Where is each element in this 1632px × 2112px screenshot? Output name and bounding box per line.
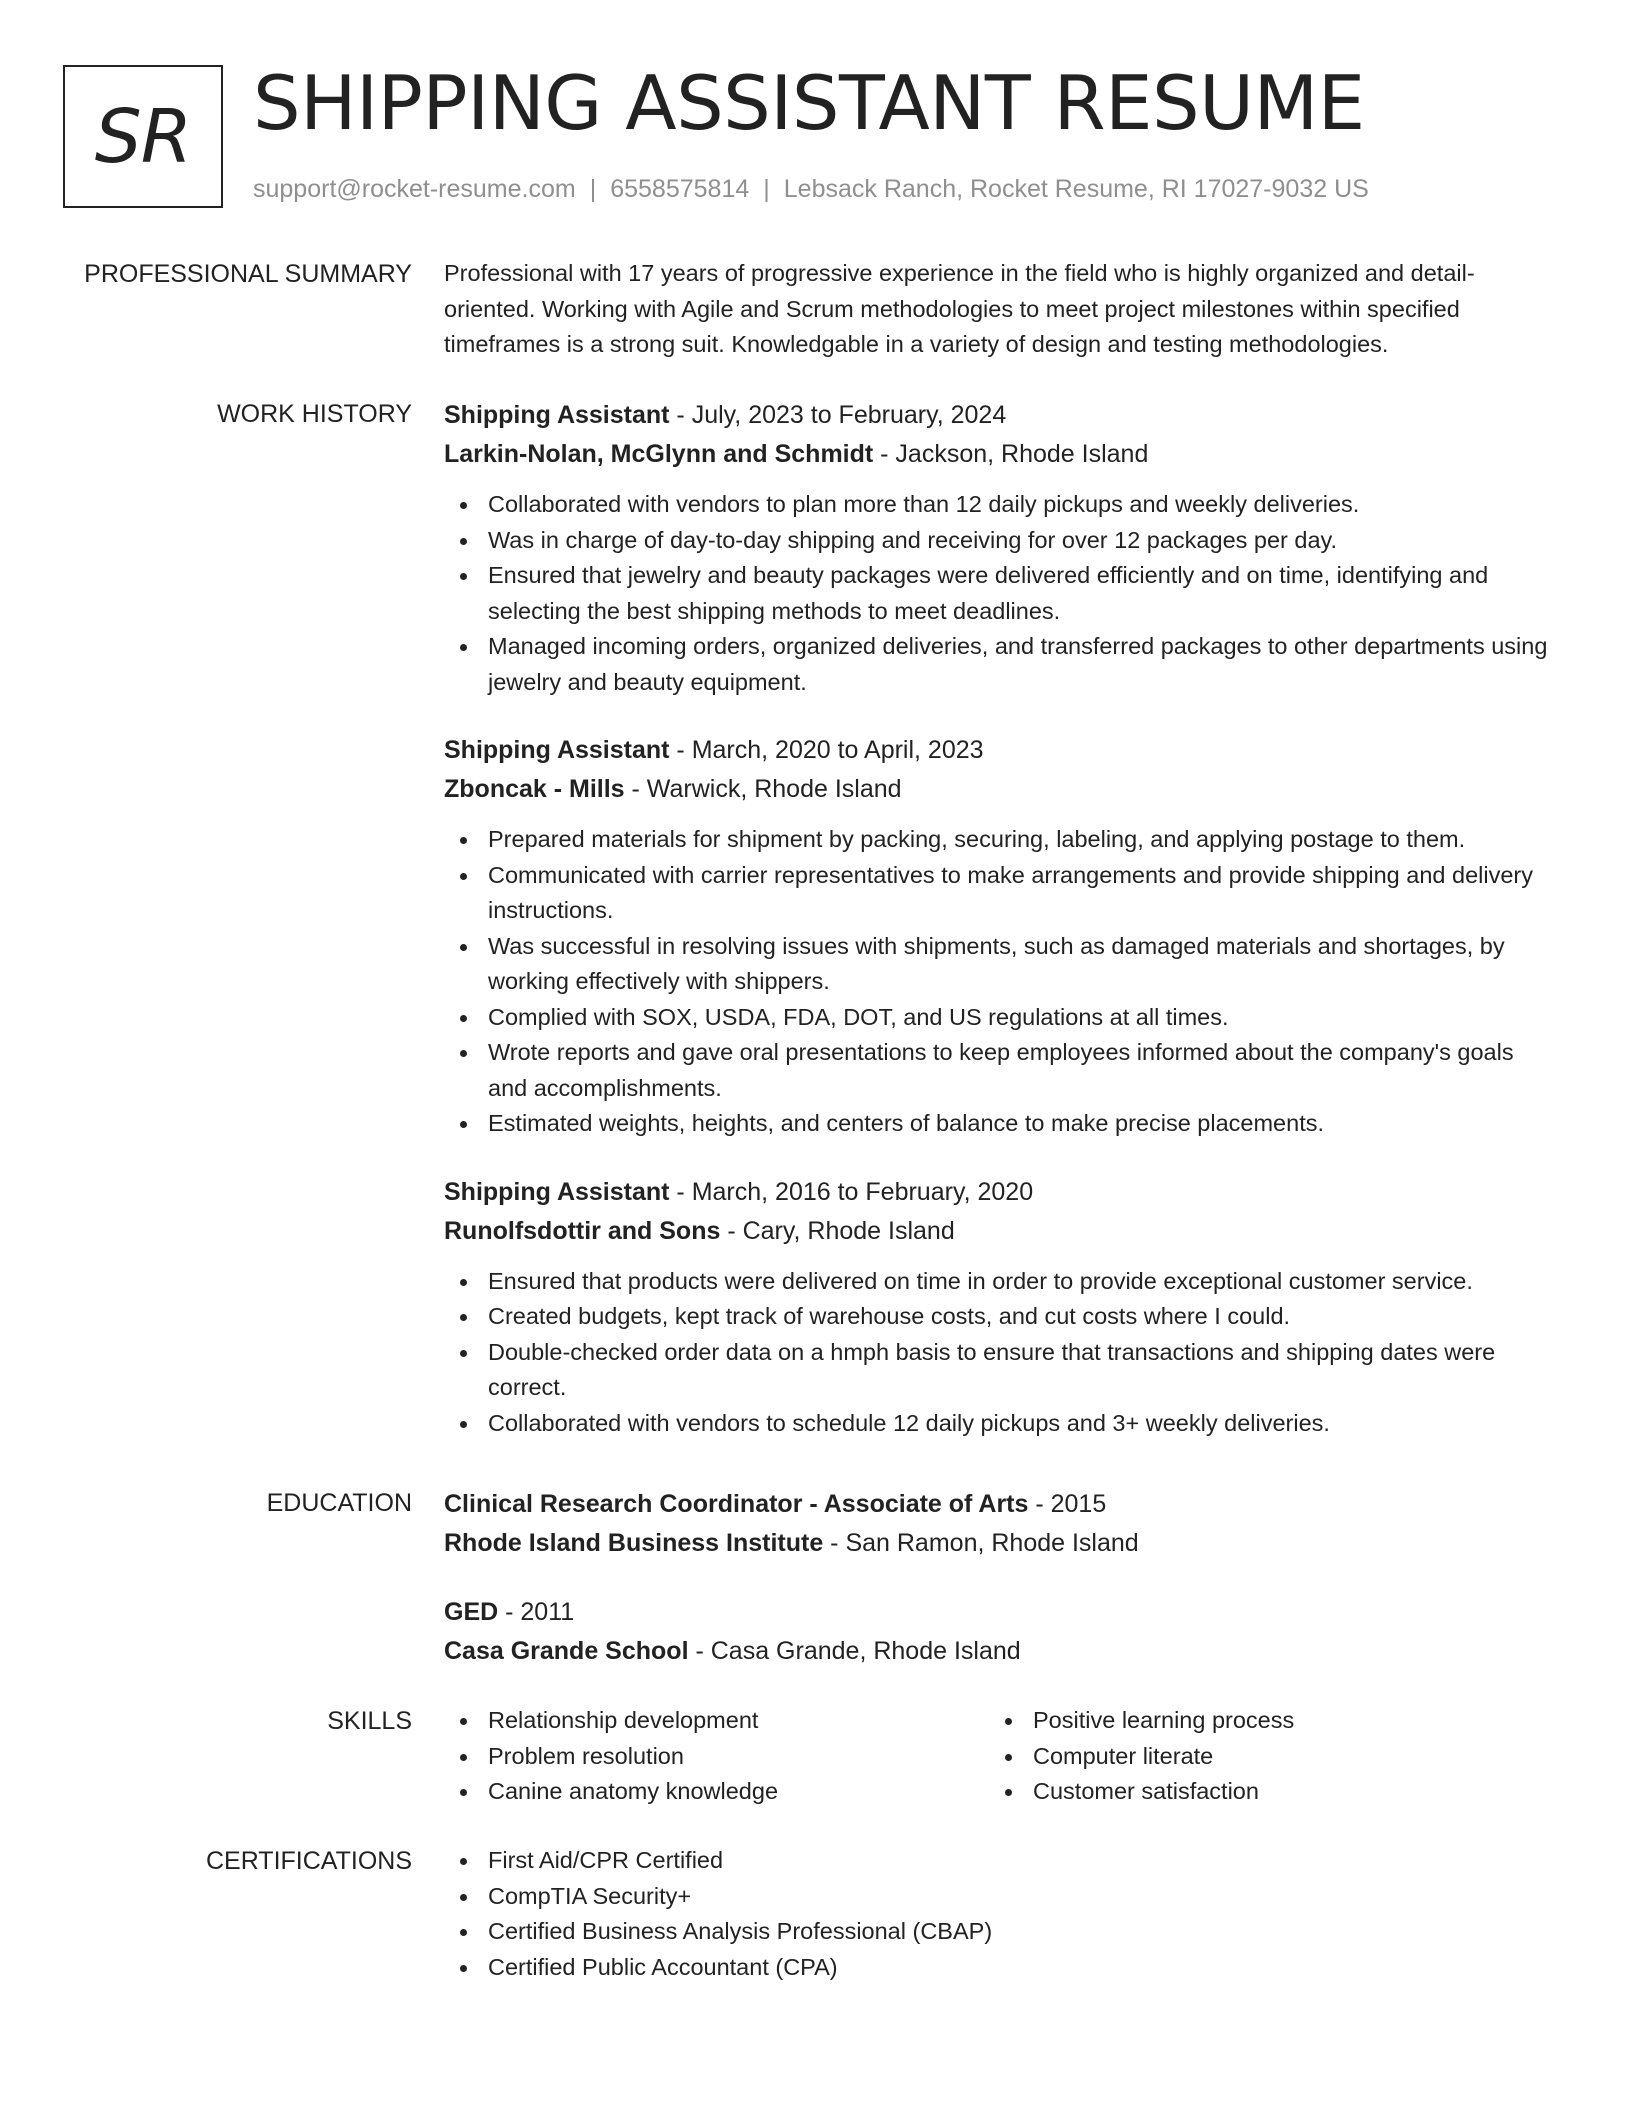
job-bullet: Was in charge of day-to-day shipping and receiving for over 12 packages per day.	[444, 523, 1559, 559]
education-location: - Casa Grande, Rhode Island	[688, 1637, 1021, 1665]
job-bullet: Ensured that jewelry and beauty packages were delivered efficiently and on time, identifying and selecting the best shipping methods to meet deadlines.	[444, 558, 1559, 629]
skills-grid	[444, 1703, 1559, 1810]
job-title: Shipping Assistant	[444, 401, 670, 429]
job-bullet: Collaborated with vendors to schedule 12 daily pickups and 3+ weekly deliveries.	[444, 1406, 1559, 1442]
job-title-line	[444, 396, 1559, 435]
job-location: - Jackson, Rhode Island	[873, 440, 1149, 468]
job-company: Larkin-Nolan, McGlynn and Schmidt	[444, 440, 874, 468]
contact-email: support@rocket-resume.com	[253, 175, 576, 203]
job-entry	[444, 396, 1559, 700]
education-heading: EDUCATION	[266, 1489, 412, 1517]
job-title-line	[444, 1173, 1559, 1212]
job-entry	[444, 731, 1559, 1142]
skill-item: Relationship development	[444, 1703, 989, 1739]
certification-item: First Aid/CPR Certified	[444, 1843, 1559, 1879]
education-year: - 2015	[1028, 1490, 1107, 1518]
job-bullet: Managed incoming orders, organized deliveries, and transferred packages to other departments using jewelry and beauty equipment.	[444, 629, 1559, 700]
education-degree-line	[444, 1593, 1559, 1632]
education-degree-line	[444, 1485, 1559, 1524]
skill-item: Customer satisfaction	[989, 1774, 1534, 1810]
skill-item: Problem resolution	[444, 1739, 989, 1775]
job-dates: - July, 2023 to February, 2024	[669, 401, 1007, 429]
contact-line	[253, 174, 1369, 204]
job-location: - Warwick, Rhode Island	[624, 775, 902, 803]
skill-item: Canine anatomy knowledge	[444, 1774, 989, 1810]
job-location: - Cary, Rhode Island	[720, 1216, 955, 1245]
job-bullet: Wrote reports and gave oral presentations to keep employees informed about the company's goals and accomplishments.	[444, 1035, 1559, 1106]
education-degree: Clinical Research Coordinator - Associate of Arts	[444, 1490, 1029, 1518]
certification-item: Certified Business Analysis Professional (CBAP)	[444, 1914, 1559, 1950]
skills-column-left	[444, 1703, 989, 1810]
job-bullets	[444, 822, 1559, 1142]
job-title: Shipping Assistant	[444, 736, 670, 764]
skills-column-right	[989, 1703, 1534, 1810]
job-bullet: Double-checked order data on a hmph basis to ensure that transactions and shipping dates were correct.	[444, 1335, 1559, 1406]
education-location: - San Ramon, Rhode Island	[823, 1529, 1139, 1557]
monogram: SR	[63, 65, 223, 208]
skill-item: Positive learning process	[989, 1703, 1534, 1739]
job-bullet: Created budgets, kept track of warehouse costs, and cut costs where I could.	[444, 1299, 1559, 1335]
education-school: Rhode Island Business Institute	[444, 1529, 824, 1557]
job-title: Shipping Assistant	[444, 1177, 670, 1206]
contact-address: Lebsack Ranch, Rocket Resume, RI 17027-9032 US	[783, 175, 1369, 203]
education-school: Casa Grande School	[444, 1637, 689, 1665]
job-company: Zboncak - Mills	[444, 775, 625, 803]
education-entry	[444, 1593, 1559, 1671]
job-company-line	[444, 435, 1559, 474]
job-bullet: Collaborated with vendors to plan more than 12 daily pickups and weekly deliveries.	[444, 487, 1559, 523]
job-bullet: Complied with SOX, USDA, FDA, DOT, and US regulations at all times.	[444, 1000, 1559, 1036]
job-bullet: Prepared materials for shipment by packing, securing, labeling, and applying postage to them.	[444, 822, 1559, 858]
skill-item: Computer literate	[989, 1739, 1534, 1775]
resume-title: SHIPPING ASSISTANT RESUME	[253, 59, 1365, 147]
job-bullets	[444, 1264, 1559, 1442]
certification-item: Certified Public Accountant (CPA)	[444, 1950, 1559, 1986]
certification-item: CompTIA Security+	[444, 1879, 1559, 1915]
job-title-line	[444, 731, 1559, 770]
job-company-line	[444, 1212, 1559, 1251]
job-dates: - March, 2020 to April, 2023	[669, 736, 984, 764]
contact-phone: 6558575814	[610, 175, 750, 203]
education-degree: GED	[444, 1598, 499, 1626]
job-bullet: Ensured that products were delivered on time in order to provide exceptional customer service.	[444, 1264, 1559, 1300]
job-company-line	[444, 770, 1559, 809]
job-dates: - March, 2016 to February, 2020	[669, 1177, 1034, 1206]
summary-text: Professional with 17 years of progressive experience in the field who is highly organized and detail-oriented. Working with Agile and Scrum methodologies to meet project milestones within specified timeframes is a strong suit. Knowledgable in a variety of design and testing methodologies.	[444, 260, 1475, 357]
job-bullet: Was successful in resolving issues with shipments, such as damaged materials and shortages, by working effectively with shippers.	[444, 929, 1559, 1000]
job-bullet: Communicated with carrier representatives to make arrangements and provide shipping and delivery instructions.	[444, 858, 1559, 929]
job-bullet: Estimated weights, heights, and centers of balance to make precise placements.	[444, 1106, 1559, 1142]
certifications-list	[444, 1843, 1559, 1985]
contact-separator: |	[763, 175, 770, 203]
job-company: Runolfsdottir and Sons	[444, 1216, 721, 1245]
education-entry	[444, 1485, 1559, 1563]
summary-heading: PROFESSIONAL SUMMARY	[84, 260, 412, 288]
education-school-line	[444, 1524, 1559, 1563]
skills-heading: SKILLS	[327, 1707, 412, 1735]
work-history-heading: WORK HISTORY	[217, 400, 412, 428]
job-entry	[444, 1173, 1559, 1442]
education-year: - 2011	[498, 1598, 575, 1626]
certifications-heading: CERTIFICATIONS	[205, 1847, 412, 1875]
contact-separator: |	[589, 175, 597, 203]
education-school-line	[444, 1632, 1559, 1671]
job-bullets	[444, 487, 1559, 700]
